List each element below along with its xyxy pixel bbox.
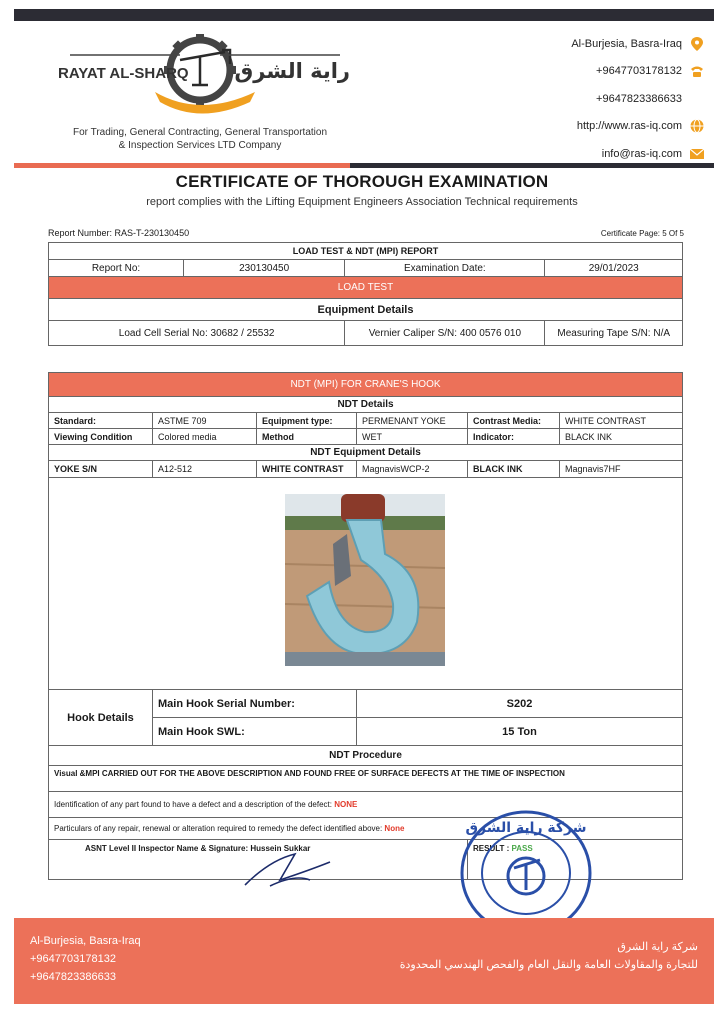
page-number: Certificate Page: 5 Of 5: [600, 229, 684, 238]
repair-label: Particulars of any repair, renewal or alteration required to remedy the defect identified above:: [54, 824, 383, 833]
inspector-cell: ASNT Level II Inspector Name & Signature: Hussein Sukkar: [49, 840, 468, 880]
company-tagline: [30, 126, 370, 152]
footer-address: Al-Burjesia, Basra-Iraq: [30, 935, 141, 947]
certificate-subtitle: report complies with the Lifting Equipment Engineers Association Technical requirements: [146, 196, 578, 208]
report-number: Report Number: RAS-T-230130450: [48, 228, 190, 238]
globe-icon: [690, 119, 704, 133]
company-logo: [50, 30, 360, 125]
method-value: WET: [357, 429, 468, 445]
footer-contact: [30, 932, 141, 986]
exam-date-value: 29/01/2023: [545, 260, 683, 277]
equipment-details-title: Equipment Details: [49, 299, 683, 321]
vernier-caliper-serial: Vernier Caliper S/N: 400 0576 010: [345, 321, 545, 346]
contact-website: [464, 113, 704, 141]
hook-photo-cell: [49, 478, 683, 690]
hook-details-label: Hook Details: [49, 690, 153, 746]
contact-phone-2: [464, 85, 704, 113]
tagline-line-2: & Inspection Services LTD Company: [118, 140, 282, 151]
load-cell-serial: Load Cell Serial No: 30682 / 25532: [49, 321, 345, 346]
indicator-label: Indicator:: [468, 429, 560, 445]
black-ink-value: Magnavis7HF: [560, 461, 683, 478]
contrast-media-value: WHITE CONTRAST: [560, 413, 683, 429]
ndt-table: [48, 372, 683, 880]
yoke-value: A12-512: [153, 461, 257, 478]
ndt-equipment-details-title: NDT Equipment Details: [49, 445, 683, 461]
report-title: LOAD TEST & NDT (MPI) REPORT: [49, 243, 683, 260]
header-divider-dark: [350, 163, 714, 168]
hook-swl-value: 15 Ton: [357, 718, 683, 746]
svg-text:راية الشرق: راية الشرق: [234, 59, 350, 83]
location-pin-icon: [690, 37, 704, 51]
svg-text:RAYAT AL-SHARQ: RAYAT AL-SHARQ: [58, 65, 189, 82]
hook-serial-label: Main Hook Serial Number:: [153, 690, 357, 718]
white-contrast-label: WHITE CONTRAST: [257, 461, 357, 478]
footer-company-name-ar: شركة راية الشرق: [617, 941, 698, 953]
inspector-signature: [240, 850, 340, 890]
ndt-procedure-title: NDT Procedure: [49, 746, 683, 766]
contact-phone-1: [464, 58, 704, 86]
contrast-media-label: Contrast Media:: [468, 413, 560, 429]
method-label: Method: [257, 429, 357, 445]
email-link[interactable]: info@ras-iq.com: [601, 147, 682, 160]
black-ink-label: BLACK INK: [468, 461, 560, 478]
equipment-type-value: PERMENANT YOKE: [357, 413, 468, 429]
tagline-line-1: For Trading, General Contracting, General Transportation: [72, 127, 328, 138]
viewing-condition-label: Viewing Condition: [49, 429, 153, 445]
footer-company-desc-ar: للتجارة والمقاولات العامة والنقل العام والفحص الهندسي المحدودة: [399, 959, 698, 971]
contact-block: [464, 30, 704, 168]
ndt-details-title: NDT Details: [49, 397, 683, 413]
footer-phone-2[interactable]: +9647823386633: [30, 971, 116, 983]
phone-1-text[interactable]: +9647703178132: [596, 65, 682, 78]
stamp-gear-icon: [508, 858, 544, 894]
report-no-label: Report No:: [49, 260, 184, 277]
top-bar: [14, 9, 714, 21]
defect-label: Identification of any part found to have a defect and a description of the defect:: [54, 800, 332, 809]
crane-hook-photo: [285, 494, 445, 666]
indicator-value: BLACK INK: [560, 429, 683, 445]
website-link[interactable]: http://www.ras-iq.com: [576, 120, 682, 133]
envelope-icon: [690, 147, 704, 161]
result-value: PASS: [511, 844, 533, 853]
ndt-header: NDT (MPI) FOR CRANE'S HOOK: [49, 373, 683, 397]
load-test-header: LOAD TEST: [49, 277, 683, 299]
viewing-condition-value: Colored media: [153, 429, 257, 445]
standard-value: ASTME 709: [153, 413, 257, 429]
repair-value: None: [384, 824, 405, 833]
hook-swl-label: Main Hook SWL:: [153, 718, 357, 746]
header-divider-orange: [14, 163, 350, 168]
measuring-tape-serial: Measuring Tape S/N: N/A: [545, 321, 683, 346]
equipment-type-label: Equipment type:: [257, 413, 357, 429]
certificate-title: CERTIFICATE OF THOROUGH EXAMINATION: [175, 172, 549, 191]
phone-2-text[interactable]: +9647823386633: [596, 92, 682, 105]
result-label: RESULT :: [473, 844, 510, 853]
report-no-value: 230130450: [184, 260, 345, 277]
hook-serial-value: S202: [357, 690, 683, 718]
standard-label: Standard:: [49, 413, 153, 429]
white-contrast-value: MagnavisWCP-2: [357, 461, 468, 478]
footer-company-arabic: [400, 938, 698, 974]
footer-phone-1[interactable]: +9647703178132: [30, 953, 116, 965]
footer-band: [14, 918, 714, 1004]
address-text: Al-Burjesia, Basra-Iraq: [571, 37, 682, 50]
exam-date-label: Examination Date:: [345, 260, 545, 277]
phone-icon: [690, 64, 704, 78]
blank-icon: [690, 92, 704, 106]
contact-address: [464, 30, 704, 58]
yoke-label: YOKE S/N: [49, 461, 153, 478]
svg-text:شركة راية الشرق: شركة راية الشرق: [465, 820, 587, 836]
load-test-table: [48, 242, 683, 346]
defect-value: NONE: [334, 800, 358, 809]
ndt-procedure-text: Visual &MPI CARRIED OUT FOR THE ABOVE DESCRIPTION AND FOUND FREE OF SURFACE DEFECTS AT THE TIME OF INSPECTION: [49, 766, 683, 792]
